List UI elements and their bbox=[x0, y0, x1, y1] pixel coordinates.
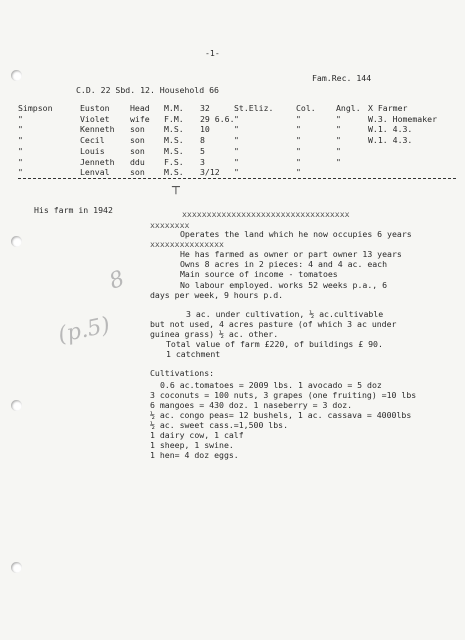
family-record-number: Fam.Rec. 144 bbox=[312, 73, 372, 83]
land-line: 3 ac. under cultivation, ½ ac.cultivable bbox=[186, 309, 384, 319]
struck-out-text: xxxxxxxx bbox=[150, 220, 190, 230]
cultivation-line: 3 coconuts = 100 nuts, 3 grapes (one fruiting) =10 lbs bbox=[150, 390, 417, 400]
household-cell-place: " bbox=[234, 156, 239, 167]
household-cell-ms: M.S. bbox=[164, 145, 184, 156]
household-cell-ms: F.S. bbox=[164, 156, 184, 167]
household-cell-rel: son bbox=[130, 124, 145, 135]
household-cell-rel2: " bbox=[336, 113, 341, 124]
household-cell-place: " bbox=[234, 145, 239, 156]
cultivations-title: Cultivations: bbox=[150, 368, 215, 378]
punch-hole bbox=[11, 562, 22, 573]
land-line: Total value of farm £220, of buildings £ 90. bbox=[166, 339, 383, 349]
household-cell-rel2: " bbox=[336, 156, 341, 167]
household-cell-ms: M.S. bbox=[164, 135, 184, 146]
household-cell-age: 10 bbox=[200, 124, 210, 135]
household-cell-name: Jenneth bbox=[80, 156, 115, 167]
farm-line: Owns 8 acres in 2 pieces: 4 and 4 ac. each bbox=[180, 259, 388, 269]
household-cell-place: " bbox=[234, 135, 239, 146]
farm-line: He has farmed as owner or part owner 13 years bbox=[180, 249, 402, 259]
household-cell-col: Col. bbox=[296, 103, 316, 113]
section-title: His farm in 1942 bbox=[34, 205, 113, 215]
household-cell-rel2: " bbox=[336, 145, 341, 156]
household-cell-name: Violet bbox=[80, 113, 110, 124]
cultivation-line: 0.6 ac.tomatoes = 2009 lbs. 1 avocado = 5 doz bbox=[160, 380, 382, 390]
household-cell-surname: " bbox=[18, 124, 23, 135]
household-cell-ms: M.M. bbox=[164, 103, 184, 113]
household-cell-place: " bbox=[234, 113, 239, 124]
pencil-mark: ┬ bbox=[172, 180, 180, 195]
household-cell-surname: " bbox=[18, 167, 23, 178]
household-cell-name: Cecil bbox=[80, 135, 105, 146]
household-cell-rel: wife bbox=[130, 113, 150, 124]
household-cell-surname: " bbox=[18, 145, 23, 156]
household-cell-col: " bbox=[296, 145, 301, 156]
household-cell-age: 32 bbox=[200, 103, 210, 113]
cultivation-line: 1 dairy cow, 1 calf bbox=[150, 430, 244, 440]
household-cell-place: " bbox=[234, 167, 239, 178]
household-cell-name: Kenneth bbox=[80, 124, 115, 135]
household-cell-age: 8 bbox=[200, 135, 205, 146]
household-cell-ms: M.S. bbox=[164, 124, 184, 135]
struck-out-text: xxxxxxxxxxxxxxx bbox=[150, 239, 224, 249]
household-cell-rel2: Angl. bbox=[336, 103, 361, 113]
household-cell-rel: son bbox=[130, 135, 145, 146]
household-cell-rel: son bbox=[130, 145, 145, 156]
farm-line: days per week, 9 hours p.d. bbox=[150, 290, 284, 300]
household-cell-surname: " bbox=[18, 113, 23, 124]
household-cell-place: St.Eliz. bbox=[234, 103, 274, 113]
household-cell-surname: Simpson bbox=[18, 103, 53, 113]
land-line: guinea grass) ½ ac. other. bbox=[150, 329, 279, 339]
household-cell-surname: " bbox=[18, 135, 23, 146]
household-cell-age: 3/12 bbox=[200, 167, 220, 178]
divider bbox=[18, 178, 456, 179]
household-cell-surname: " bbox=[18, 156, 23, 167]
household-cell-occ: W.3. Homemaker bbox=[368, 113, 438, 124]
land-line: 1 catchment bbox=[166, 349, 221, 359]
pencil-annotation: (p.5) bbox=[55, 312, 113, 349]
punch-hole bbox=[11, 400, 22, 411]
cultivation-line: 6 mangoes = 430 doz. 1 naseberry = 3 doz. bbox=[150, 400, 353, 410]
household-cell-rel: son bbox=[130, 167, 145, 178]
pencil-annotation: 8 bbox=[106, 266, 128, 295]
punch-hole bbox=[11, 236, 22, 247]
farm-line: Main source of income - tomatoes bbox=[180, 269, 338, 279]
household-cell-ms: F.M. bbox=[164, 113, 184, 124]
cultivation-line: 1 hen= 4 doz eggs. bbox=[150, 450, 239, 460]
cultivation-line: ½ ac. sweet cass.=1,500 lbs. bbox=[150, 420, 289, 430]
household-cell-col: " bbox=[296, 113, 301, 124]
household-cell-rel2: " bbox=[336, 135, 341, 146]
farm-line: Operates the land which he now occupies 6 years bbox=[180, 229, 412, 239]
household-cell-rel: Head bbox=[130, 103, 150, 113]
household-cell-occ: W.1. 4.3. bbox=[368, 135, 413, 146]
household-cell-name: Euston bbox=[80, 103, 110, 113]
household-cell-place: " bbox=[234, 124, 239, 135]
household-cell-rel: ddu bbox=[130, 156, 145, 167]
household-cell-age: 5 bbox=[200, 145, 205, 156]
punch-hole bbox=[11, 70, 22, 81]
household-cell-occ: W.1. 4.3. bbox=[368, 124, 413, 135]
household-cell-age: 3 bbox=[200, 156, 205, 167]
household-cell-occ: X Farmer bbox=[368, 103, 408, 113]
household-cell-ms: M.S. bbox=[164, 167, 184, 178]
household-cell-name: Lenval bbox=[80, 167, 110, 178]
cultivation-line: ½ ac. congo peas= 12 bushels, 1 ac. cassava = 4000lbs bbox=[150, 410, 412, 420]
struck-out-text: xxxxxxxxxxxxxxxxxxxxxxxxxxxxxxxxxx bbox=[182, 209, 350, 219]
farm-line: No labour employed. works 52 weeks p.a., 6 bbox=[180, 280, 388, 290]
household-cell-col: " bbox=[296, 167, 301, 178]
household-cell-age: 29 6.6. bbox=[200, 113, 235, 124]
household-cell-col: " bbox=[296, 156, 301, 167]
household-cell-rel2: " bbox=[336, 124, 341, 135]
census-district-line: C.D. 22 Sbd. 12. Household 66 bbox=[76, 85, 219, 95]
cultivation-line: 1 sheep, 1 swine. bbox=[150, 440, 234, 450]
page-number: -1- bbox=[205, 48, 220, 58]
household-cell-col: " bbox=[296, 124, 301, 135]
household-cell-col: " bbox=[296, 135, 301, 146]
land-line: but not used, 4 acres pasture (of which 3 ac under bbox=[150, 319, 397, 329]
household-cell-name: Louis bbox=[80, 145, 105, 156]
